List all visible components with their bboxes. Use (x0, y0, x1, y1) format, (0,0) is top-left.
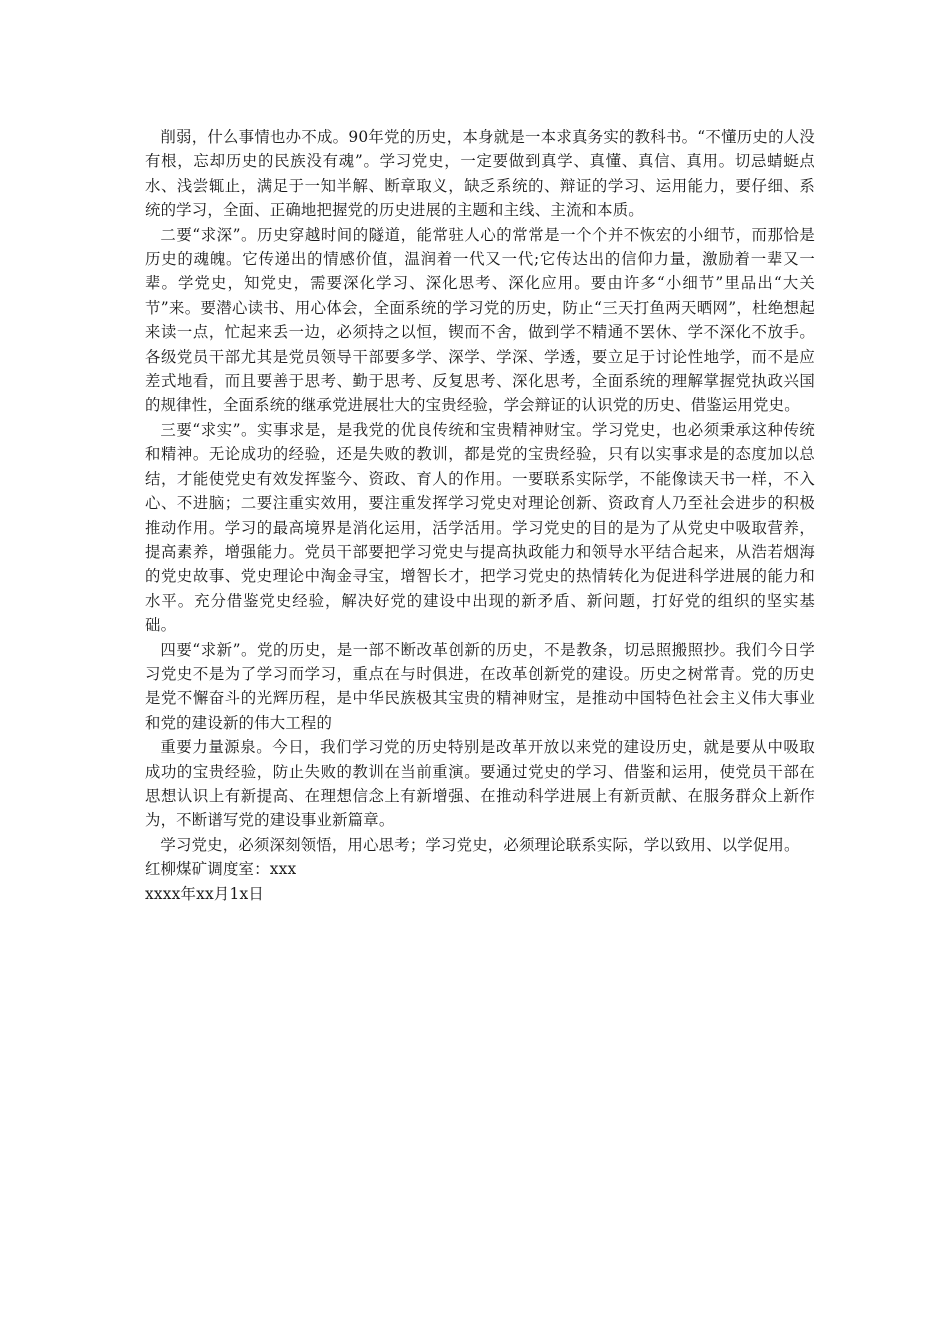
document-body (145, 125, 815, 906)
paragraph-intro: 削弱，什么事情也办不成。90年党的历史，本身就是一本求真务实的教科书。“不懂历史的人没有根，忘却历史的民族没有魂”。学习党史，一定要做到真学、真懂、真信、真用。切忌蜻蜓点水、浅尝辄止，满足于一知半解、断章取义，缺乏系统的、辩证的学习、运用能力，要仔细、系统的学习，全面、正确地把握党的历史进展的主题和主线、主流和本质。 (145, 128, 815, 220)
paragraph-qiushi: 三要“求实”。实事求是，是我党的优良传统和宝贵精神财宝。学习党史，也必须秉承这种传统和精神。无论成功的经验，还是失败的教训，都是党的宝贵经验，只有以实事求是的态度加以总结，才能使党史有效发挥鉴今、资政、育人的作用。一要联系实际学，不能像读天书一样，不入心、不进脑；二要注重实效用，要注重发挥学习党史对理论创新、资政育人乃至社会进步的积极推动作用。学习的最高境界是消化运用，活学活用。学习党史的目的是为了从党史中吸取营养，提高素养，增强能力。党员干部要把学习党史与提高执政能力和领导水平结合起来，从浩若烟海的党史故事、党史理论中淘金寻宝，增智长才，把学习党史的热情转化为促进科学进展的能力和水平。充分借鉴党史经验，解决好党的建设中出现的新矛盾、新问题，打好党的组织的坚实基础。 (145, 420, 815, 635)
signature-line: 红柳煤矿调度室：xxx (145, 860, 297, 879)
paragraph-qiuxin: 四要“求新”。党的历史，是一部不断改革创新的历史，不是教条，切忌照搬照抄。我们今日学习党史不是为了学习而学习，重点在与时俱进，在改革创新党的建设。历史之树常青。党的历史是党不懈奋斗的光辉历程，是中华民族极其宝贵的精神财宝，是推动中国特色社会主义伟大事业和党的建设新的伟大工程的 (145, 640, 815, 732)
paragraph-continuation: 重要力量源泉。今日，我们学习党的历史特别是改革开放以来党的建设历史，就是要从中吸取成功的宝贵经验，防止失败的教训在当前重演。要通过党史的学习、借鉴和运用，使党员干部在思想认识上有新提高、在理想信念上有新增强、在推动科学进展上有新贡献、在服务群众上新作为，不断谱写党的建设事业新篇章。 (145, 738, 815, 830)
paragraph-conclusion: 学习党史，必须深刻领悟，用心思考；学习党史，必须理论联系实际，学以致用、以学促用。 (160, 835, 800, 854)
date-line: xxxx年xx月1x日 (145, 884, 264, 903)
paragraph-qiushen: 二要“求深”。历史穿越时间的隧道，能常驻人心的常常是一个个并不恢宏的小细节，而那恰是历史的魂魄。它传递出的情感价值，温润着一代又一代;它传达出的信仰力量，激励着一辈又一辈。学党史，知党史，需要深化学习、深化思考、深化应用。要由许多“小细节”里品出“大关节”来。要潜心读书、用心体会，全面系统的学习党的历史，防止“三天打鱼两天晒网”，杜绝想起来读一点，忙起来丢一边，必须持之以恒，锲而不舍，做到学不精通不罢休、学不深化不放手。各级党员干部尤其是党员领导干部要多学、深学、学深、学透，要立足于讨论性地学，而不是应差式地看，而且要善于思考、勤于思考、反复思考、深化思考，全面系统的理解掌握党执政兴国的规律性，全面系统的继承党进展壮大的宝贵经验，学会辩证的认识党的历史、借鉴运用党史。 (145, 225, 815, 415)
